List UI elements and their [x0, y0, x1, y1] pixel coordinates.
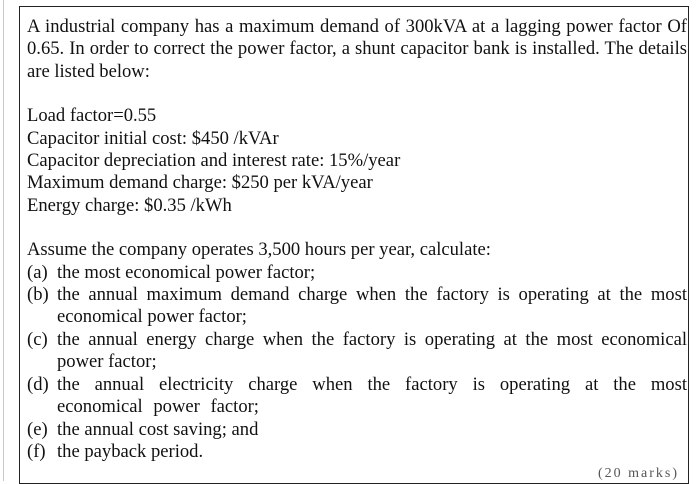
paragraph-gap — [27, 217, 687, 239]
question-label: (f) — [27, 440, 46, 462]
question-content — [27, 16, 687, 463]
details-list — [27, 105, 687, 217]
question-d — [27, 374, 687, 419]
question-f — [27, 441, 687, 463]
question-label: (c) — [27, 328, 48, 350]
detail-load-factor: Load factor=0.55 — [27, 105, 157, 127]
question-b — [27, 284, 687, 329]
questions-list — [27, 262, 687, 464]
detail-capacitor-cost: Capacitor initial cost: $450 /kVAr — [27, 127, 279, 149]
question-label: (d) — [27, 373, 49, 395]
marks-label-cutoff: (20 marks) — [598, 466, 680, 481]
paragraph-gap — [27, 83, 687, 105]
page-left-rule — [3, 0, 4, 481]
detail-energy-charge: Energy charge: $0.35 /kWh — [27, 194, 232, 216]
prompt-text: Assume the company operates 3,500 hours per year, calculate: — [27, 239, 491, 261]
question-text: the annual maximum demand charge when the factory is operating at the most economical power factor; — [57, 284, 687, 328]
question-label: (e) — [27, 418, 48, 440]
question-text: the annual cost saving; and — [57, 418, 259, 440]
question-text: the most economical power factor; — [57, 261, 316, 283]
question-text: the annual electricity charge when the factory is operating at the most economical power factor; — [57, 373, 687, 418]
question-text: the payback period. — [57, 440, 204, 462]
question-e — [27, 419, 687, 441]
question-label: (a) — [27, 261, 48, 283]
question-a — [27, 262, 687, 284]
question-c — [27, 329, 687, 374]
detail-max-demand-charge: Maximum demand charge: $250 per kVA/year — [27, 172, 373, 194]
intro-paragraph: A industrial company has a maximum demand of 300kVA at a lagging power factor Of 0.65. In order to correct the power factor, a shunt capacitor bank is installed. The details are listed below: — [27, 16, 687, 82]
detail-depreciation-rate: Capacitor depreciation and interest rate: 15%/year — [27, 150, 401, 172]
question-label: (b) — [27, 284, 49, 306]
question-text: the annual energy charge when the factory is operating at the most economical power factor; — [57, 328, 687, 373]
